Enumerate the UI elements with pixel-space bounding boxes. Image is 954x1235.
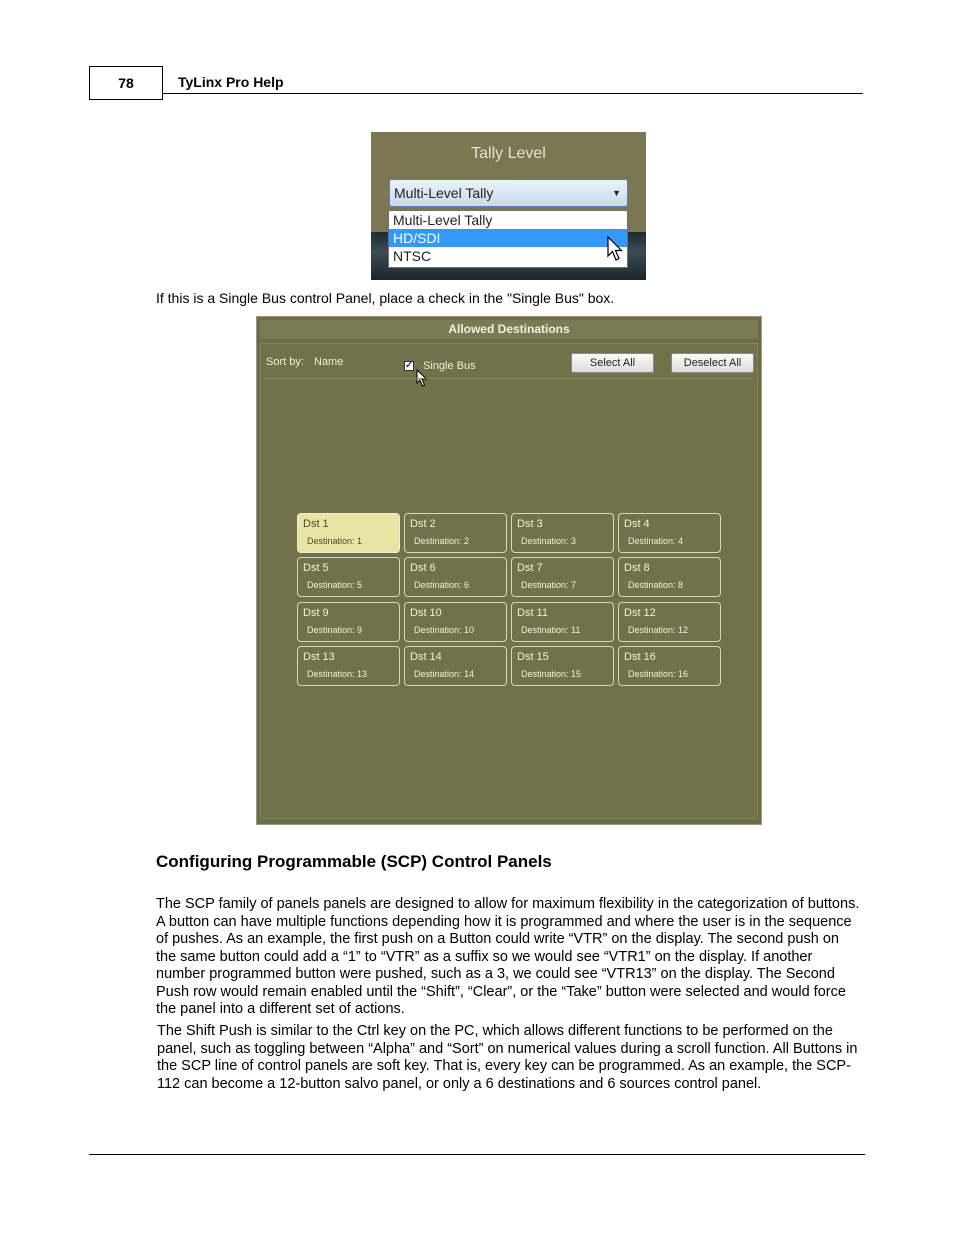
destination-button[interactable] [618,602,721,642]
page-number: 78 [89,66,163,100]
destination-name: Dst 9 [303,607,329,619]
section-heading: Configuring Programmable (SCP) Control Panels [156,852,552,871]
destination-name: Dst 11 [517,607,548,619]
destination-button[interactable] [404,513,507,553]
destination-button[interactable] [511,646,614,686]
destination-name: Dst 16 [624,651,656,663]
destination-name: Dst 1 [303,518,329,530]
body-paragraph: The Shift Push is similar to the Ctrl key on the PC, which allows different functions to be performed on the panel, such as toggling between “Alpha” and “Sort” on numerical values during a scroll function. All Buttons in the SCP line of control panels are soft key. That is, every key can be programmed. As an example, the SCP-112 can become a 12-button salvo panel, or only a 6 destinations and 6 sources control panel. [157,1023,858,1092]
destination-button[interactable] [297,513,400,553]
sort-by-value[interactable]: Name [314,356,344,368]
tally-level-screenshot [371,132,646,280]
header-divider [163,93,863,94]
allowed-destinations-header: Allowed Destinations [260,320,758,339]
toolbar-divider [263,378,753,379]
destination-name: Dst 13 [303,651,335,663]
destination-number: Destination: 1 [307,536,363,546]
select-all-button[interactable]: Select All [571,353,654,373]
destination-number: Destination: 5 [307,580,363,590]
destination-button[interactable] [297,602,400,642]
destination-number: Destination: 15 [521,669,582,679]
destination-button[interactable] [297,646,400,686]
destination-number: Destination: 6 [414,580,470,590]
destination-number: Destination: 2 [414,536,470,546]
destination-number: Destination: 16 [628,669,689,679]
destination-button[interactable] [404,646,507,686]
tally-option[interactable]: NTSC [393,248,432,264]
destination-number: Destination: 12 [628,625,689,635]
tally-level-options-list [388,210,628,268]
allowed-destinations-screenshot [256,316,762,825]
single-bus-instruction: If this is a Single Bus control Panel, place a check in the "Single Bus" box. [156,290,615,306]
tally-option-highlighted[interactable]: HD/SDI [389,229,627,247]
destination-button[interactable] [618,513,721,553]
destination-name: Dst 2 [410,518,436,530]
destination-number: Destination: 3 [521,536,577,546]
destination-button[interactable] [404,557,507,597]
destination-button[interactable] [404,602,507,642]
destination-number: Destination: 8 [628,580,684,590]
destination-name: Dst 12 [624,607,656,619]
destination-button[interactable] [618,646,721,686]
destination-number: Destination: 11 [521,625,581,635]
chevron-down-icon: ▼ [612,188,621,198]
deselect-all-button[interactable]: Deselect All [671,353,754,373]
destination-number: Destination: 7 [521,580,577,590]
destination-button[interactable] [511,602,614,642]
destination-button[interactable] [297,557,400,597]
tally-selected-value: Multi-Level Tally [394,185,494,201]
destination-name: Dst 8 [624,562,650,574]
destination-number: Destination: 9 [307,625,363,635]
body-paragraph: The SCP family of panels panels are designed to allow for maximum flexibility in the categorization of buttons. A button can have multiple functions depending how it is programmed and where the user is in the sequence of pushes. As an example, the first push on a Button could write “VTR” on the display. The second push on the same button could add a “1” to “VTR” as a suffix so we would see “VTR1” on the display. If another number programmed button were pushed, such as a 3, we could see “VTR13” on the display. The Second Push row would remain enabled until the “Shift”, “Clear”, or the “Take” button were selected and would force the panel into a different set of actions. [156,896,860,1017]
sort-by-label: Sort by: [266,356,304,368]
destination-name: Dst 14 [410,651,442,663]
tally-level-dropdown[interactable] [389,179,628,207]
destination-name: Dst 3 [517,518,543,530]
single-bus-checkbox[interactable]: ✓ [405,360,414,371]
destination-name: Dst 6 [410,562,436,574]
destination-name: Dst 7 [517,562,543,574]
destination-number: Destination: 14 [414,669,475,679]
tally-level-title: Tally Level [471,145,546,162]
document-title: TyLinx Pro Help [178,74,284,90]
destination-button[interactable] [511,557,614,597]
single-bus-label: Single Bus [423,360,476,372]
destination-number: Destination: 4 [628,536,684,546]
destination-button[interactable] [511,513,614,553]
mouse-cursor-icon [607,236,623,262]
destination-name: Dst 5 [303,562,329,574]
destination-button[interactable] [618,557,721,597]
destination-name: Dst 4 [624,518,650,530]
destination-name: Dst 10 [410,607,442,619]
destination-number: Destination: 10 [414,625,475,635]
footer-divider [89,1154,865,1155]
destination-number: Destination: 13 [307,669,368,679]
tally-option[interactable]: Multi-Level Tally [393,212,493,228]
destination-name: Dst 15 [517,651,549,663]
